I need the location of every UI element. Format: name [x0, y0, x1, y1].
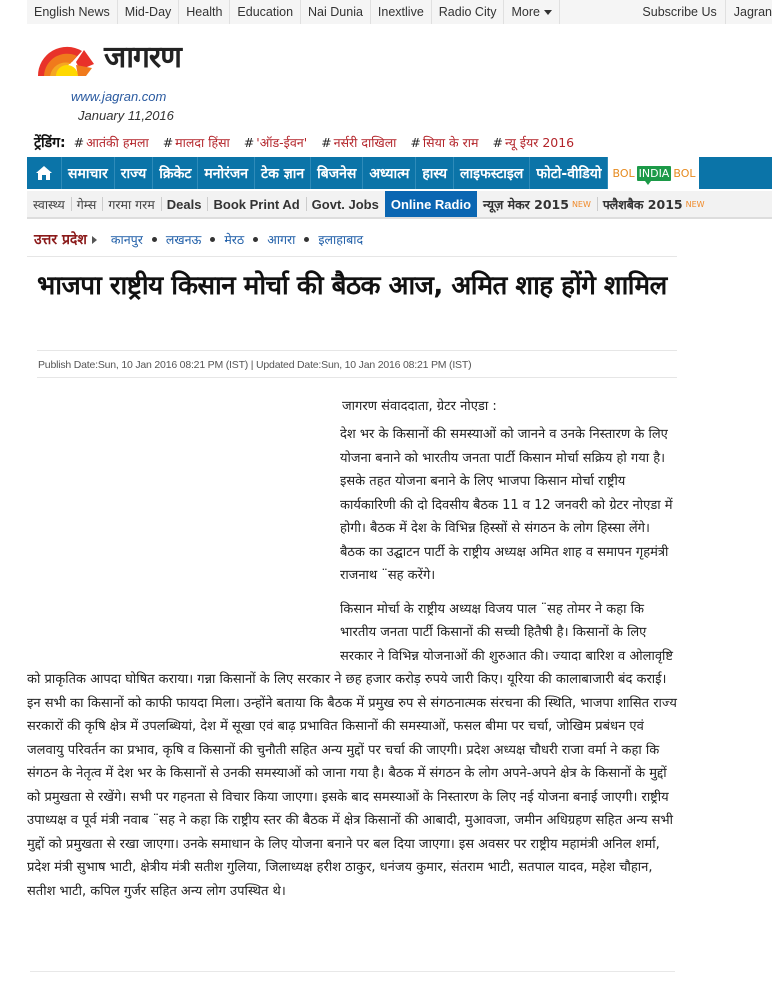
breadcrumb-city[interactable]: लखनऊ — [165, 232, 202, 247]
bol-india-speech-bubble: INDIA — [638, 166, 670, 180]
trending-label: ट्रेंडिंग: — [34, 135, 66, 151]
subnav-item-swasthya[interactable]: स्वास्थ्य — [33, 196, 65, 212]
subnav-item-book-print-ad[interactable]: Book Print Ad — [207, 191, 305, 217]
article-paragraph: किसान मोर्चा के राष्ट्रीय अध्यक्ष विजय पाल ¨सह तोमर ने कहा कि भारतीय जनता पार्टी किसानों की सच्ची हितैषी है। किसानों के लिए सरकार ने विभिन्न योजनाओं की शुरुआत की। ज्यादा बारिश व ओलावृष्टि को प्राकृतिक आपदा घोषित कराया। गन्ना किसानों के लिए सरकार ने छह हजार करोड़ रुपये जारी किए। यूरिया की कालाबाजारी बंद कराई। इन सभी का किसानों को काफी फायदा मिला। उन्होंने बताया कि बैठक में प्रमुख रुप से संगठनात्मक संरचना की स्थिति, भाजपा शासित राज्य सरकारों की कृषि क्षेत्र में उपलब्धियां, देश में सूखा एवं बाढ़ प्रभावित किसानों की समस्याओं, फसल बीमा पर चर्चा, जोखिम प्रबंधन एवं जलवायु परिवर्तन का प्रभाव, कृषि व किसानों की चुनौती सहित अन्य मुद्दों पर चर्चा की जाएगी। प्रदेश अध्यक्ष चौधरी राजा वर्मा ने कहा कि संगठन के नेतृत्व में देश भर के किसानों से उनकी समस्याओं को जाना गया है। बैठक में संगठन के लोग अपने-अपने क्षेत्र के किसानों के मुद्दों को प्रमुखता से रखेंगे। सभी पर गहनता से विचार किया जाएगा। इसके बाद समस्याओं के निस्तारण के लिए नई योजना बनाई जाएगी। राष्ट्रीय उपाध्यक्ष व पूर्व मंत्री नवाब ¨सह ने कहा कि राष्ट्रीय स्तर की बैठक में क्षेत्र किसानों की आबादी, मुआवजा, जमीन अधिग्रहण सहित अन्य सभी मुद्दों को प्रमुखता से रखा जाएगा। उनके समाधान के लिए योजना बनाने पर बल दिया जाएगा। इस अवसर पर राष्ट्रीय महामंत्री अनिल शर्मा, प्रदेश मंत्री सुभाष भाटी, क्षेत्रीय मंत्री सतीश गुलिया, जिलाध्यक्ष हरीश ठाकुर, धनंजय कुमार, संतराम भाटी, सतपाल यादव, महेश चौहान, सतीश भाटी, कपिल गुर्जर सहित अन्य लोग उपस्थित थे। — [27, 601, 677, 899]
top-utility-bar — [27, 0, 772, 24]
pubdate-divider — [37, 377, 677, 378]
jagran-logo[interactable] — [36, 40, 181, 76]
article-end-divider — [30, 971, 675, 972]
nav-item-lifestyle[interactable]: लाइफस्टाइल — [454, 157, 530, 189]
nav-item-tech-gyan[interactable]: टेक ज्ञान — [255, 157, 311, 189]
bullet-icon — [152, 237, 157, 242]
home-icon — [35, 165, 53, 181]
trending-tag-text: सिया के राम — [422, 135, 479, 150]
headline-divider — [37, 350, 677, 351]
breadcrumb-city[interactable]: मेरठ — [224, 232, 245, 247]
site-url[interactable]: www.jagran.com — [71, 89, 167, 104]
breadcrumb-city[interactable]: कानपुर — [110, 232, 143, 247]
nav-tail — [699, 157, 772, 189]
breadcrumb-state[interactable]: उत्तर प्रदेश — [34, 232, 87, 248]
trending-bar — [34, 133, 588, 152]
hash-symbol: # — [162, 135, 174, 150]
top-link-inextlive[interactable]: Inextlive — [371, 0, 432, 24]
new-badge: NEW — [571, 199, 591, 209]
logo-wordmark: जागरण — [104, 40, 181, 75]
main-nav — [27, 157, 772, 189]
article-paragraph: देश भर के किसानों की समस्याओं को जानने व उनके निस्तारण के लिए योजना बनाने को भारतीय जनता पार्टी किसान मोर्चा सक्रिय हो गया है। इसके तहत योजना बनाने के लिए भाजपा किसान मोर्चा राष्ट्रीय कार्यकारिणी की दो दिवसीय बैठक 11 व 12 जनवरी को ग्रेटर नोएडा में होगी। बैठक में देश के विभिन्न हिस्सों से संगठन के लोग हिस्सा लेंगे। बैठक का उद्घाटन पार्टी के राष्ट्रीय अध्यक्ष अमित शाह व समापन गृहमंत्री राजनाथ ¨सह करेंगे। — [340, 427, 673, 583]
bol-right: BOL — [673, 166, 696, 180]
top-link-radio-city[interactable]: Radio City — [432, 0, 505, 24]
bullet-icon — [253, 237, 258, 242]
nav-item-samachar[interactable]: समाचार — [62, 157, 115, 189]
jagran-link[interactable]: Jagran — [733, 5, 772, 19]
sun-logo-icon — [36, 40, 98, 76]
trending-tag-text: न्यू ईयर 2016 — [504, 135, 575, 150]
article-body — [27, 423, 677, 913]
home-button[interactable] — [27, 157, 62, 189]
nav-item-hasya[interactable]: हास्य — [416, 157, 454, 189]
breadcrumb-divider — [27, 256, 677, 257]
more-dropdown[interactable]: More — [504, 0, 559, 24]
nav-item-cricket[interactable]: क्रिकेट — [153, 157, 198, 189]
trending-tag[interactable] — [163, 134, 230, 151]
bullet-icon — [304, 237, 309, 242]
trending-tag[interactable] — [410, 134, 478, 151]
breadcrumb-city[interactable]: इलाहाबाद — [318, 232, 364, 247]
subnav-item-games[interactable]: गेम्स — [71, 191, 103, 217]
nav-item-adhyatm[interactable]: अध्यात्म — [363, 157, 416, 189]
bol-india-bol-badge[interactable] — [608, 157, 699, 189]
subnav-label: फ्लैशबैक 2015 — [602, 196, 683, 212]
article-headline: भाजपा राष्ट्रीय किसान मोर्चा की बैठक आज, अमित शाह होंगे शामिल — [37, 271, 667, 301]
trending-tag[interactable] — [321, 134, 396, 151]
bullet-icon — [210, 237, 215, 242]
hash-symbol: # — [321, 135, 332, 150]
trending-tag-text: नर्सरी दाखिला — [333, 135, 397, 150]
trending-tag[interactable] — [492, 134, 574, 151]
subnav-item-garma-garam[interactable]: गरमा गरम — [102, 191, 160, 217]
top-link-english-news[interactable]: English News — [27, 0, 118, 24]
subscribe-link[interactable]: Subscribe Us — [634, 0, 725, 24]
bol-left: BOL — [612, 166, 635, 180]
subnav-label: न्यूज़ मेकर 2015 — [483, 196, 569, 212]
subnav-item-deals[interactable]: Deals — [161, 191, 208, 217]
breadcrumb — [34, 230, 363, 249]
top-link-nai-dunia[interactable]: Nai Dunia — [301, 0, 371, 24]
hash-symbol: # — [410, 135, 421, 150]
article-media-placeholder — [27, 423, 340, 657]
new-badge: NEW — [685, 199, 705, 209]
top-link-education[interactable]: Education — [230, 0, 301, 24]
hash-symbol: # — [243, 135, 255, 150]
hash-symbol: # — [73, 135, 85, 150]
trending-tag[interactable] — [244, 134, 307, 151]
nav-item-manoranjan[interactable]: मनोरंजन — [198, 157, 255, 189]
trending-tag-text: मालदा हिंसा — [175, 135, 230, 150]
article-byline: जागरण संवाददाता, ग्रेटर नोएडा : — [342, 399, 497, 414]
trending-tag-text: 'ऑड-ईवन' — [256, 135, 308, 150]
site-date: January 11,2016 — [78, 108, 174, 123]
nav-item-business[interactable]: बिजनेस — [311, 157, 363, 189]
trending-tag-text: आतंकी हमला — [86, 135, 149, 150]
breadcrumb-city[interactable]: आगरा — [267, 232, 296, 247]
hash-symbol: # — [492, 135, 503, 150]
nav-item-photo-video[interactable]: फोटो-वीडियो — [530, 157, 608, 189]
subnav-item-govt-jobs[interactable]: Govt. Jobs — [306, 191, 385, 217]
sub-nav — [27, 191, 772, 219]
publish-date: Publish Date:Sun, 10 Jan 2016 08:21 PM (IST) | Updated Date:Sun, 10 Jan 2016 08:21 PM (IST) — [38, 359, 472, 371]
caret-right-icon — [92, 236, 97, 244]
nav-item-rajya[interactable]: राज्य — [115, 157, 153, 189]
subnav-item-flashback-2015[interactable] — [597, 191, 711, 217]
top-link-mid-day[interactable]: Mid-Day — [118, 0, 180, 24]
subnav-item-online-radio[interactable]: Online Radio — [385, 191, 477, 217]
top-link-health[interactable]: Health — [179, 0, 230, 24]
trending-tag[interactable] — [74, 134, 149, 151]
subnav-item-news-maker-2015[interactable] — [477, 191, 597, 217]
